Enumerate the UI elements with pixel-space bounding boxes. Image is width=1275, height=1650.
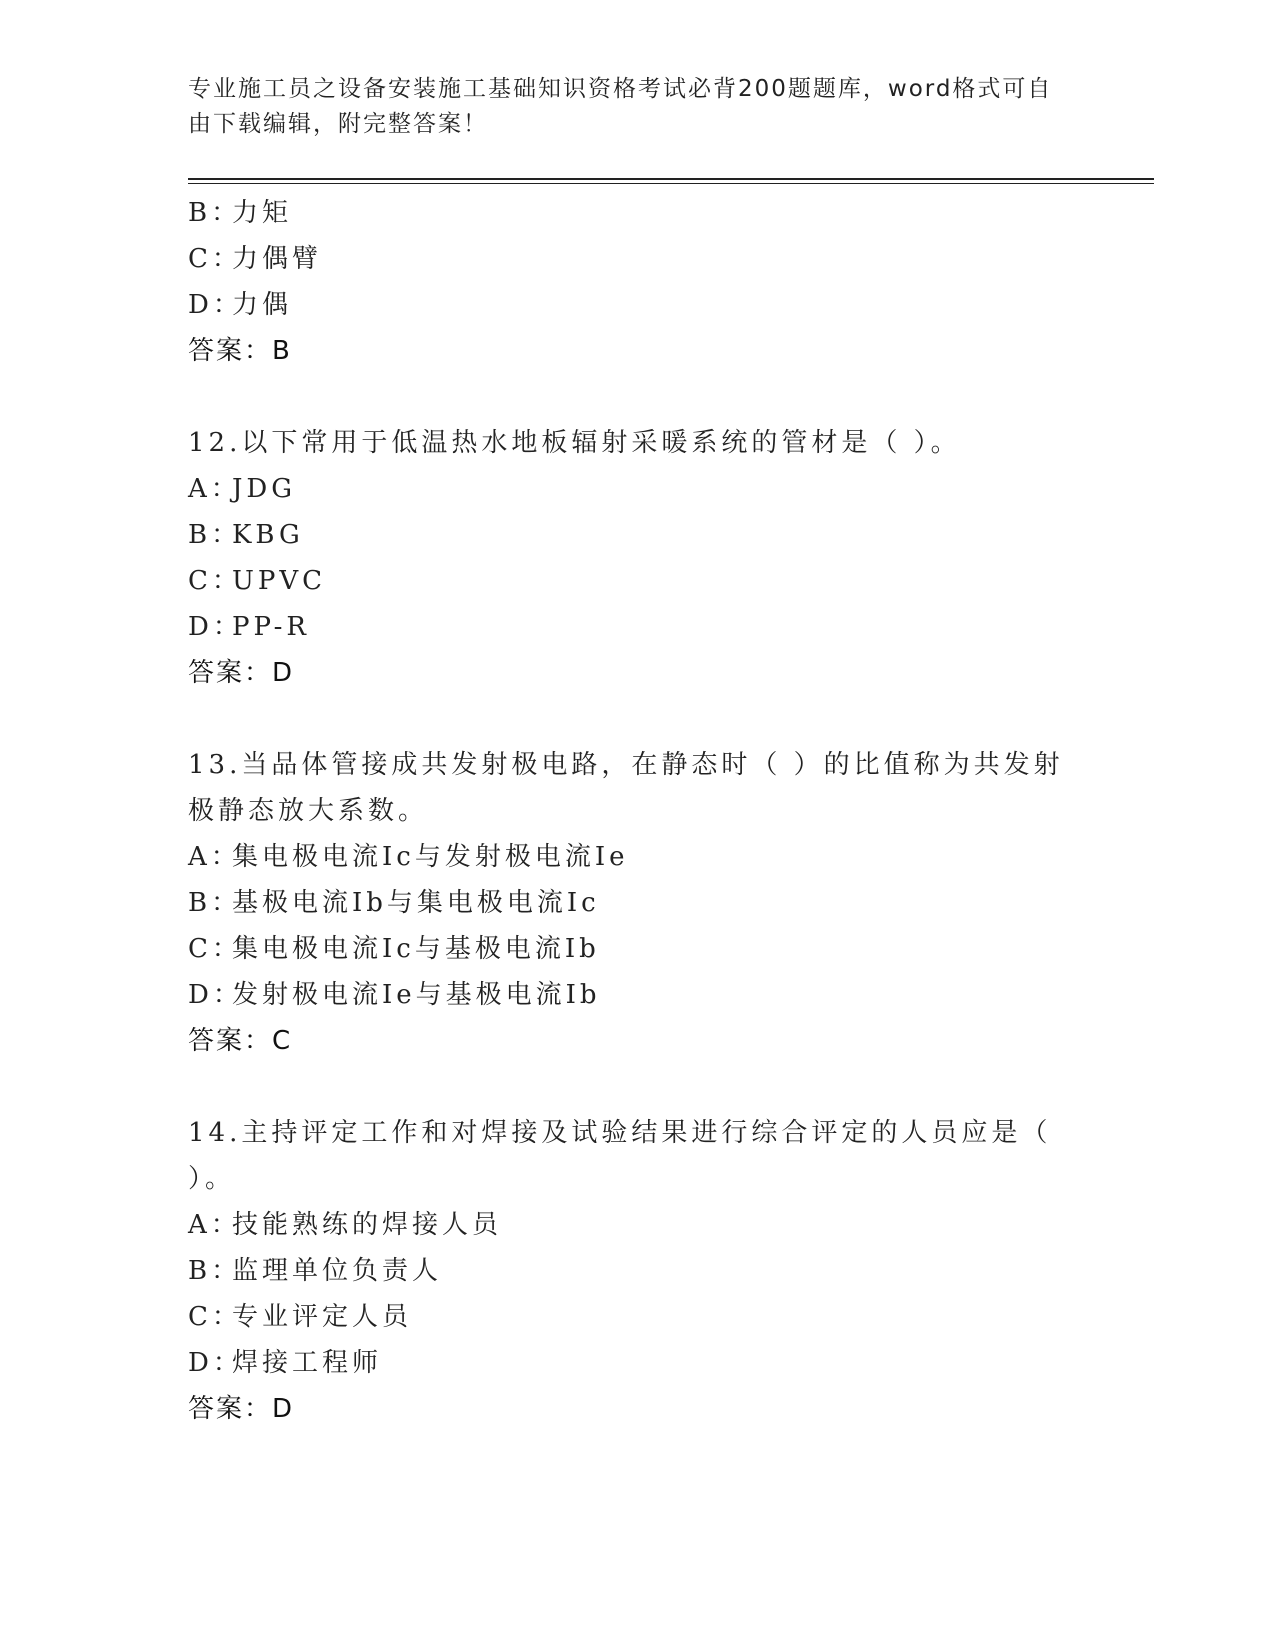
option-text: 集电极电流Ic与基极电流Ib <box>232 934 600 964</box>
option-key: C： <box>188 244 242 274</box>
answer-line: 答案：C <box>188 1026 293 1056</box>
option-c <box>188 1294 1068 1340</box>
question-12 <box>188 420 1068 696</box>
option-d <box>188 282 1068 328</box>
option-key: C： <box>188 566 242 596</box>
option-b <box>188 1248 1068 1294</box>
option-c <box>188 236 1068 282</box>
option-key: B： <box>188 520 242 550</box>
option-text: JDG <box>232 474 297 504</box>
header-rule-thin <box>188 183 1154 184</box>
question-stem: 13.当品体管接成共发射极电路，在静态时（ ）的比值称为共发射极静态放大系数。 <box>188 750 1064 826</box>
question-stem: 14.主持评定工作和对焊接及试验结果进行综合评定的人员应是（ ）。 <box>188 1118 1052 1194</box>
option-c <box>188 558 1068 604</box>
option-text: PP-R <box>232 612 310 642</box>
option-key: C： <box>188 1302 242 1332</box>
option-key: A： <box>188 842 241 872</box>
option-key: B： <box>188 198 242 228</box>
option-text: 基极电流Ib与集电极电流Ic <box>232 888 600 918</box>
option-text: 专业评定人员 <box>232 1302 413 1332</box>
option-b <box>188 190 1068 236</box>
option-key: D： <box>188 290 243 320</box>
option-text: 发射极电流Ie与基极电流Ib <box>232 980 601 1010</box>
option-a <box>188 466 1068 512</box>
option-text: 焊接工程师 <box>232 1348 383 1378</box>
answer-line: 答案：B <box>188 336 292 366</box>
option-text: KBG <box>232 520 304 550</box>
option-text: 力偶 <box>232 290 293 320</box>
option-text: 监理单位负责人 <box>232 1256 443 1286</box>
option-text: UPVC <box>232 566 327 596</box>
header-rule-thick <box>188 178 1154 180</box>
option-key: D： <box>188 1348 243 1378</box>
spacer <box>188 696 1068 742</box>
option-text: 力偶臂 <box>232 244 323 274</box>
option-key: D： <box>188 612 243 642</box>
spacer <box>188 1064 1068 1110</box>
option-key: B： <box>188 1256 242 1286</box>
option-a <box>188 1202 1068 1248</box>
option-c <box>188 926 1068 972</box>
option-key: D： <box>188 980 243 1010</box>
option-b <box>188 512 1068 558</box>
option-b <box>188 880 1068 926</box>
answer-line: 答案：D <box>188 658 295 688</box>
document-header: 专业施工员之设备安装施工基础知识资格考试必背200题题库，word格式可自由下载编辑，附完整答案！ <box>188 76 1053 137</box>
option-a <box>188 834 1068 880</box>
option-key: A： <box>188 1210 241 1240</box>
option-text: 力矩 <box>232 198 293 228</box>
option-d <box>188 972 1068 1018</box>
option-text: 集电极电流Ic与发射极电流Ie <box>232 842 629 872</box>
option-d <box>188 604 1068 650</box>
option-key: C： <box>188 934 242 964</box>
option-text: 技能熟练的焊接人员 <box>232 1210 503 1240</box>
option-key: B： <box>188 888 242 918</box>
question-13 <box>188 742 1068 1064</box>
spacer <box>188 374 1068 420</box>
question-continuation <box>188 190 1068 374</box>
question-list <box>188 190 1068 1432</box>
option-d <box>188 1340 1068 1386</box>
option-key: A： <box>188 474 241 504</box>
answer-line: 答案：D <box>188 1394 295 1424</box>
question-stem: 12.以下常用于低温热水地板辐射采暖系统的管材是（ ）。 <box>188 428 961 458</box>
question-14 <box>188 1110 1068 1432</box>
